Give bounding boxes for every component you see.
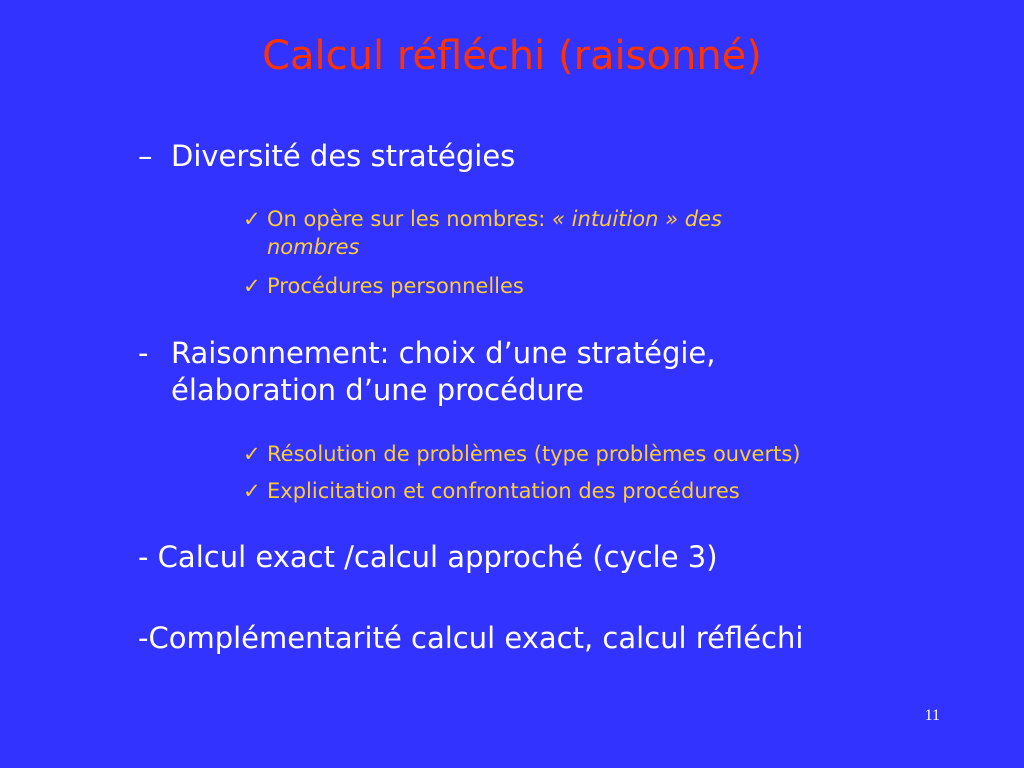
checkmark-icon: ✓ (243, 479, 261, 503)
checkmark-icon: ✓ (243, 207, 261, 231)
bullet-text-line1: Raisonnement: choix d’une stratégie, (171, 336, 716, 370)
bullet-text: Diversité des stratégies (171, 139, 516, 173)
subbullet-operer (243, 205, 943, 261)
checkmark-icon: ✓ (243, 274, 261, 298)
subbullet-text-plain: On opère sur les nombres: (267, 207, 553, 231)
page-number: 11 (924, 707, 940, 724)
bullet-diversite (138, 138, 958, 175)
subbullet-text: Résolution de problèmes (type problèmes ouverts) (267, 442, 801, 466)
checkmark-icon: ✓ (243, 442, 261, 466)
bullet-dash: - (138, 336, 149, 370)
subbullet-text: Explicitation et confrontation des procédures (267, 479, 740, 503)
slide-title: Calcul réfléchi (raisonné) (262, 33, 762, 79)
subbullet-explicitation (243, 477, 943, 505)
subbullet-text: Procédures personnelles (267, 274, 524, 298)
subbullet-text-italic-cont: nombres (267, 235, 360, 259)
bullet-raisonnement (138, 335, 958, 409)
bullet-text-line2: élaboration d’une procédure (171, 373, 584, 407)
bullet-dash: – (138, 139, 153, 173)
subbullet-resolution (243, 440, 943, 468)
subbullet-text-italic: « intuition » des (552, 207, 722, 231)
bullet-complementarite: -Complémentarité calcul exact, calcul réfléchi (138, 621, 804, 655)
subbullet-procedures (243, 272, 943, 300)
bullet-calcul-exact: - Calcul exact /calcul approché (cycle 3) (138, 540, 718, 574)
